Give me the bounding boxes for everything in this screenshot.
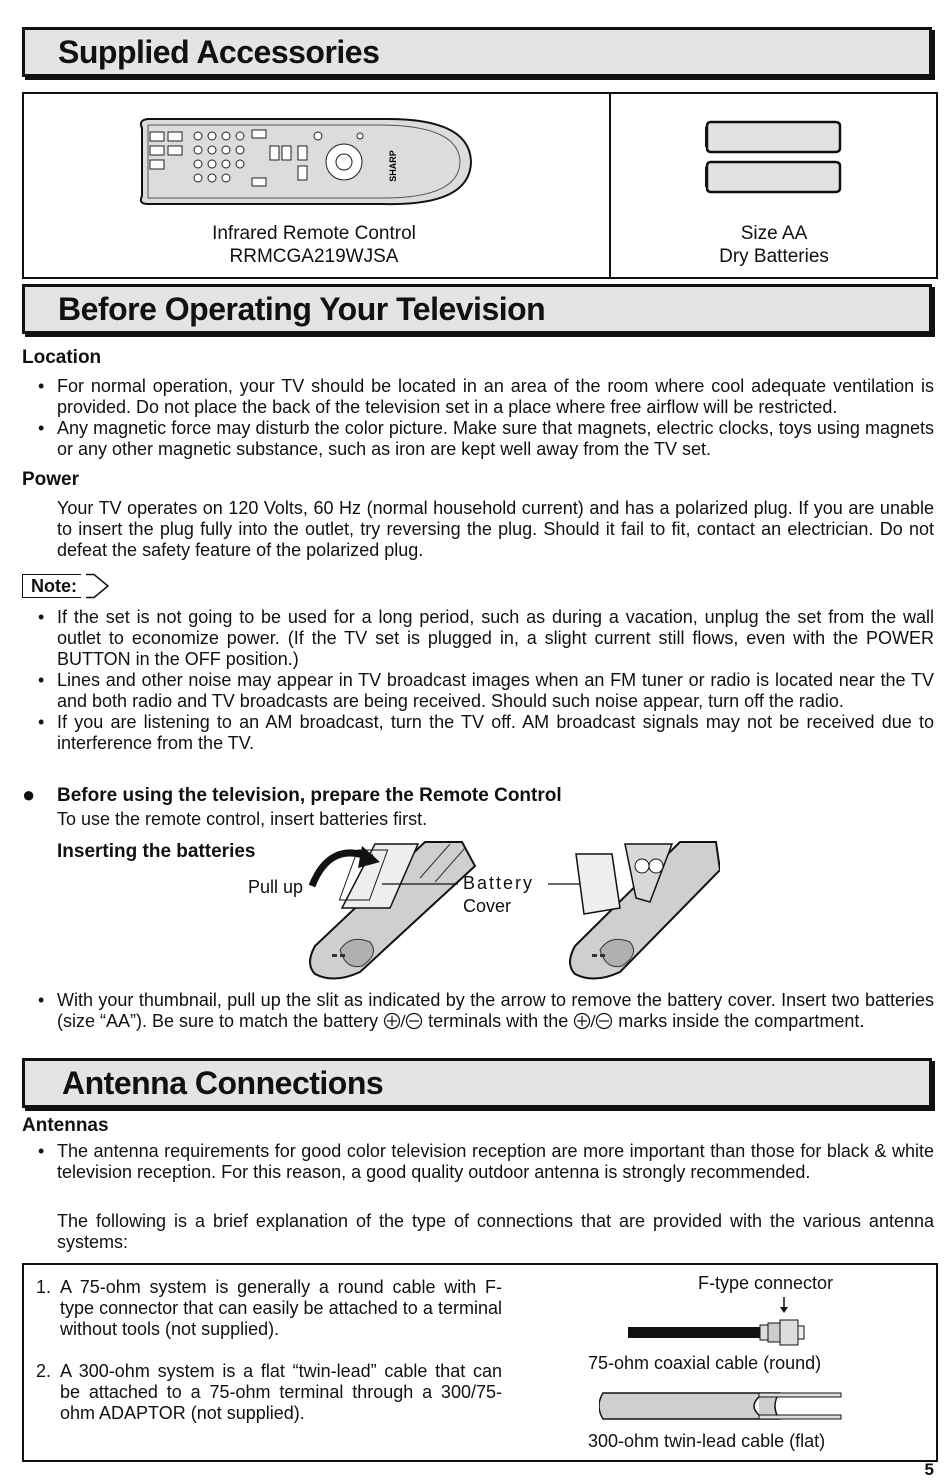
list-item: • If you are listening to an AM broadcast, turn the TV off. AM broadcast signals may not be received due to interference from the TV. <box>22 712 934 754</box>
antennas-list <box>22 1141 934 1183</box>
list-item: • Any magnetic force may disturb the color picture. Make sure that magnets, electric clocks, toys using magnets or any other magnetic substance, such as iron are kept well away from the TV set. <box>22 418 934 460</box>
location-heading: Location <box>22 347 102 368</box>
bullet-dot: ● <box>22 782 36 807</box>
location-list <box>22 376 934 460</box>
item-text: A 300-ohm system is a flat “twin-lead” cable that can be attached to a 75-ohm terminal through a 300/75-ohm ADAPTOR (not supplied). <box>60 1361 502 1423</box>
remote-name: Infrared Remote Control <box>212 223 416 244</box>
page-number: 5 <box>924 1460 934 1479</box>
inserting-batteries-heading: Inserting the batteries <box>57 841 256 862</box>
batteries-illustration <box>705 118 843 196</box>
accessories-box <box>22 92 938 279</box>
battery-label: Battery <box>463 873 535 893</box>
coaxial-cable-illustration <box>626 1295 816 1347</box>
item-text: A 75-ohm system is generally a round cable with F-type connector that can easily be attached to a terminal without tools (not supplied). <box>60 1277 502 1339</box>
pull-up-label: Pull up <box>248 877 304 897</box>
list-item <box>36 1361 502 1424</box>
section-header-antenna <box>22 1058 932 1108</box>
plus-minus-icon <box>573 1012 613 1030</box>
cover-label: Cover <box>463 896 512 916</box>
power-heading: Power <box>22 469 80 490</box>
antenna-types-list <box>36 1277 502 1424</box>
antennas-intro: The following is a brief explanation of the type of connections that are provided with the various antenna systems: <box>57 1211 934 1252</box>
section-title: Antenna Connections <box>62 1065 384 1101</box>
plus-minus-icon <box>383 1012 423 1030</box>
battery-size: Size AA <box>740 223 808 244</box>
section-header-before-operating <box>22 284 932 334</box>
battery-type: Dry Batteries <box>719 246 829 267</box>
antenna-types-box <box>22 1263 938 1462</box>
antennas-heading: Antennas <box>22 1115 109 1136</box>
item-number: 1. <box>36 1277 52 1297</box>
list-item: • If the set is not going to be used for a long period, such as during a vacation, unplug the set from the wall outlet to economize power. (If the TV set is plugged in, a slight current still flows, even with the POWER BUTTON in the OFF position.) <box>22 607 934 670</box>
note-arrow-icon <box>86 573 110 599</box>
battery-icon <box>705 122 840 152</box>
remote-prep-heading: Before using the television, prepare the Remote Control <box>57 785 562 806</box>
section-title: Supplied Accessories <box>58 34 380 70</box>
remote-model: RRMCGA219WJSA <box>229 246 399 267</box>
instruction-part: terminals with the <box>428 1011 569 1031</box>
list-item <box>36 1277 502 1340</box>
battery-insertion-illustration <box>300 838 720 984</box>
power-text: Your TV operates on 120 Volts, 60 Hz (normal household current) and has a polarized plug. If you are unable to insert the plug fully into the outlet, try reversing the plug. Should it fail to fit, contact an electrician. Do not defeat the safety feature of the polarized plug. <box>57 498 934 560</box>
list-item: • For normal operation, your TV should be located in an area of the room where cool adequate ventilation is provided. Do not place the back of the television set in a place where free airflow will be restricted. <box>22 376 934 418</box>
item-number: 2. <box>36 1361 52 1381</box>
battery-instructions <box>22 990 934 1032</box>
remote-brand-logo: SHARP <box>388 150 398 182</box>
section-title: Before Operating Your Television <box>58 291 546 327</box>
list-item <box>22 990 934 1032</box>
note-list <box>22 607 934 754</box>
remote-caption <box>154 222 474 268</box>
twin-lead-cable-label: 300-ohm twin-lead cable (flat) <box>588 1431 826 1451</box>
instruction-part: With your thumbnail, pull up the slit as indicated by the arrow to remove the battery cover. Insert two batteries (size “AA”). Be sure to match the battery <box>57 990 934 1031</box>
battery-icon <box>705 162 840 192</box>
instruction-part: marks inside the compartment. <box>618 1011 865 1031</box>
f-type-connector-label: F-type connector <box>698 1273 834 1293</box>
batteries-caption <box>664 222 884 268</box>
twin-lead-cable-illustration <box>599 1389 849 1429</box>
remote-prep-text: To use the remote control, insert batteries first. <box>57 809 428 829</box>
note-label: Note: <box>22 574 81 598</box>
section-header-accessories <box>22 27 932 77</box>
remote-control-illustration <box>134 116 472 208</box>
accessories-divider <box>609 94 611 277</box>
coaxial-cable-label: 75-ohm coaxial cable (round) <box>588 1353 822 1373</box>
list-item: • Lines and other noise may appear in TV broadcast images when an FM tuner or radio is located near the TV and both radio and TV broadcasts are being received. Should such noise appear, turn off the radio. <box>22 670 934 712</box>
list-item: • The antenna requirements for good color television reception are more important than those for black & white television reception. For this reason, a good quality outdoor antenna is strongly recommended. <box>22 1141 934 1183</box>
